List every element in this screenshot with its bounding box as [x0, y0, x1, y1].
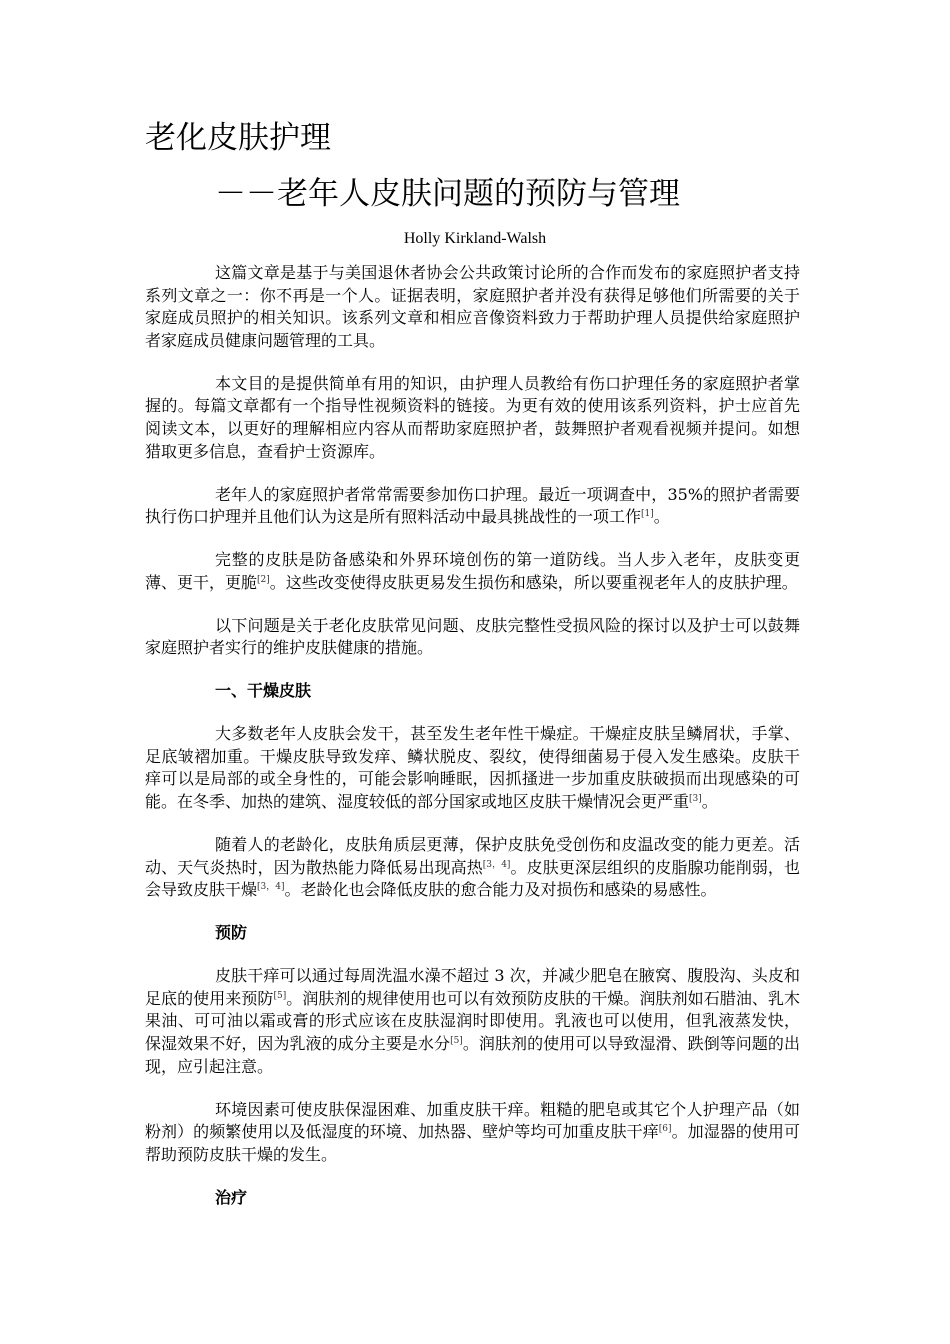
citation-ref: [6] [658, 1124, 672, 1135]
paragraph-dry-skin [145, 723, 800, 813]
citation-ref: [3] [689, 794, 702, 805]
section-heading-dry-skin: 一、干燥皮肤 [215, 681, 312, 701]
paragraph-text: 。润肤剂的规律使用也可以有效预防皮肤的干燥。润肤剂如石腊油、乳木果油、可可油以霜或膏的形式应该在皮肤湿润时即使用。乳液也可以使用，但乳液蒸发快，保湿效果不好，因为乳液的成分主要是水分 [145, 988, 800, 1053]
citation-ref: [5] [273, 990, 287, 1001]
paragraph-text: 。加湿器的使用可帮助预防皮肤干燥的发生。 [145, 1122, 800, 1164]
citation-ref: [1] [641, 509, 654, 520]
citation-ref: [2] [257, 574, 270, 585]
section-heading-prevention: 预防 [215, 923, 248, 943]
paragraph-text: 大多数老年人皮肤会发干，甚至发生老年性干燥症。干燥症皮肤呈鳞屑状，手掌、足底皱褶加重。干燥皮肤导致发痒、鳞状脱皮、裂纹，使得细菌易于侵入发生感染。皮肤干痒可以是局部的或全身性的，可能会影响睡眠，因抓搔进一步加重皮肤破损而出现感染的可能。在冬季、加热的建筑、湿度较低的部分国家或地区皮肤干燥情况会更严重 [145, 724, 800, 812]
paragraph-text: 完整的皮肤是防备感染和外界环境创伤的第一道防线。当人步入老年，皮肤变更薄、更干，更脆 [145, 550, 800, 592]
paragraph-aging-skin [145, 834, 800, 902]
citation-ref: [3，4] [482, 859, 511, 870]
paragraph-prevention-environment [145, 1099, 800, 1167]
paragraph-text: 。润肤剂的使用可以导致湿滑、跌倒等问题的出现，应引起注意。 [145, 1033, 800, 1076]
paragraph-skin-barrier [145, 549, 800, 594]
paragraph-text: 。这些改变使得皮肤更易发生损伤和感染，所以要重视老年人的皮肤护理。 [269, 572, 798, 592]
paragraph-text: 皮肤干痒可以通过每周洗温水澡不超过 3 次，并减少肥皂在腋窝、腹股沟、头皮和足底的使用来预防 [145, 966, 800, 1008]
citation-ref: [3，4] [257, 882, 285, 893]
citation-ref: [5] [450, 1035, 463, 1046]
paragraph-text: 环境因素可使皮肤保湿困难、加重皮肤干痒。粗糙的肥皂或其它个人护理产品（如粉剂）的频繁使用以及低湿度的环境、加热器、壁炉等均可加重皮肤干痒 [145, 1099, 800, 1142]
paragraph-intro-series: 这篇文章是基于与美国退休者协会公共政策讨论所的合作而发布的家庭照护者支持系列文章之一：你不再是一个人。证据表明，家庭照护者并没有获得足够他们所需要的关于家庭成员照护的相关知识。该系列文章和相应音像资料致力于帮助护理人员提供给家庭照护者家庭成员健康问题管理的工具。 [145, 263, 800, 350]
author-name: Holly Kirkland-Walsh [403, 230, 547, 247]
document-title: 老化皮肤护理 [145, 120, 331, 156]
document-subtitle: －－老年人皮肤问题的预防与管理 [215, 176, 680, 212]
paragraph-overview: 以下问题是关于老化皮肤常见问题、皮肤完整性受损风险的探讨以及护士可以鼓舞家庭照护者实行的维护皮肤健康的措施。 [145, 615, 800, 658]
paragraph-text: 。皮肤更深层组织的皮脂腺功能削弱，也会导致皮肤干燥 [145, 857, 800, 900]
paragraph-text: 老年人的家庭照护者常常需要参加伤口护理。最近一项调查中，35%的照护者需要执行伤口护理并且他们认为这是所有照料活动中最具挑战性的一项工作 [145, 484, 800, 527]
paragraph-caregiver-survey [145, 484, 800, 529]
paragraph-prevention-bathing [145, 965, 800, 1078]
paragraph-text: 。 [701, 792, 718, 812]
section-heading-treatment: 治疗 [215, 1187, 248, 1207]
paragraph-text: 随着人的老龄化，皮肤角质层更薄，保护皮肤免受创伤和皮温改变的能力更差。活动、天气炎热时，因为散热能力降低易出现高热 [145, 835, 800, 877]
paragraph-text: 。 [653, 507, 670, 527]
paragraph-purpose: 本文目的是提供简单有用的知识，由护理人员教给有伤口护理任务的家庭照护者掌握的。每篇文章都有一个指导性视频资料的链接。为更有效的使用该系列资料，护士应首先阅读文本，以更好的理解相应内容从而帮助家庭照护者，鼓舞照护者观看视频并提问。如想猎取更多信息，查看护士资源库。 [145, 373, 800, 461]
paragraph-text: 。老龄化也会降低皮肤的愈合能力及对损伤和感染的易感性。 [284, 880, 717, 900]
document-body [145, 262, 800, 1230]
